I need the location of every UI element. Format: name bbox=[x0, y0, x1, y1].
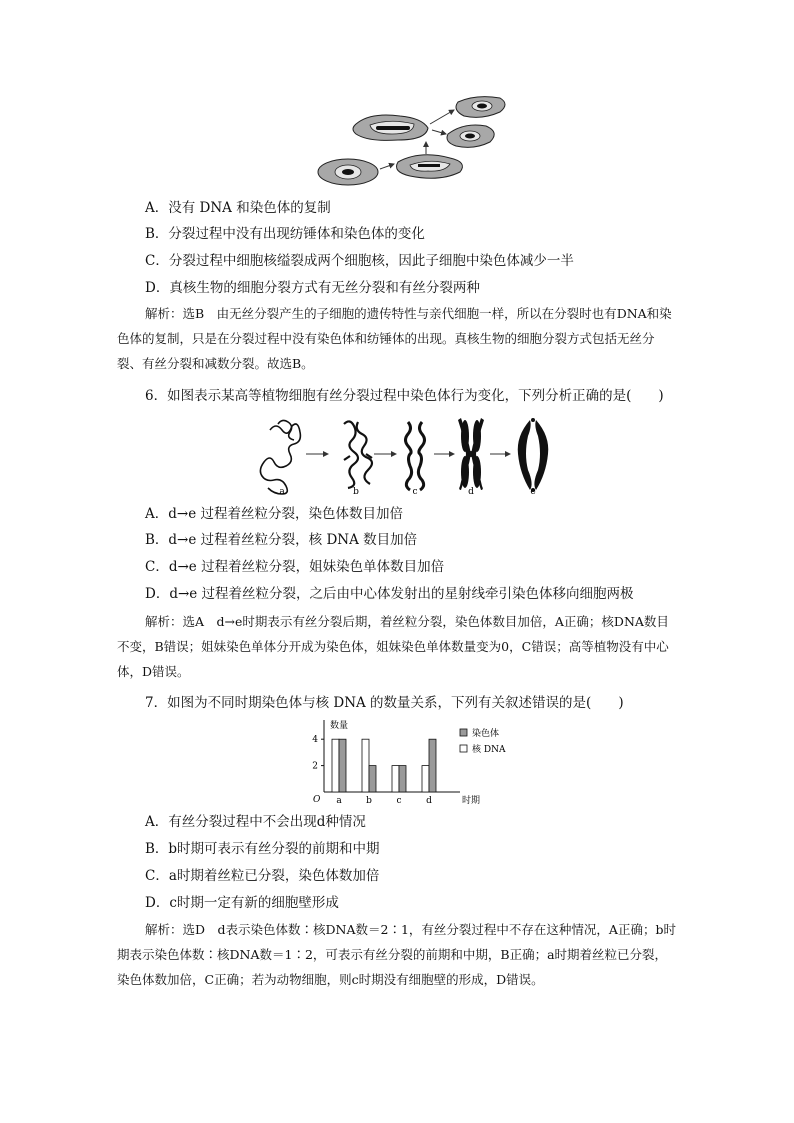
chart-legend bbox=[460, 727, 506, 755]
bar-d-chromosome bbox=[429, 739, 436, 792]
q7-stem: 7．如图为不同时期染色体与核 DNA 的数量关系，下列有关叙述错误的是( ) bbox=[145, 695, 624, 711]
bar-chart bbox=[300, 716, 530, 806]
bar-b-chromosome bbox=[369, 766, 376, 792]
stage-label-b: b bbox=[353, 487, 359, 497]
legend-label: 核 DNA bbox=[472, 745, 506, 755]
bar-a-chromosome bbox=[339, 739, 346, 792]
legend-label: 染色体 bbox=[472, 729, 500, 739]
stage-label-e: e bbox=[530, 487, 536, 497]
chromosome-stage-e bbox=[518, 418, 549, 492]
daughter-cell-top bbox=[456, 97, 505, 118]
y-tick-label: 4 bbox=[312, 735, 318, 746]
stage-label-c: c bbox=[412, 487, 418, 497]
chart-bars bbox=[332, 739, 436, 792]
bar-b-dna bbox=[362, 739, 369, 792]
q7-option-b: B．b时期可表示有丝分裂的前期和中期 bbox=[145, 841, 380, 857]
q5-option-b: B．分裂过程中没有出现纺锤体和染色体的变化 bbox=[145, 226, 425, 242]
q5-option-a: A．没有 DNA 和染色体的复制 bbox=[145, 200, 331, 216]
x-axis-label: 时期 bbox=[462, 796, 481, 806]
legend-swatch bbox=[460, 729, 467, 736]
x-tick-label: c bbox=[396, 796, 402, 806]
q5-option-d: D．真核生物的细胞分裂方式有无丝分裂和有丝分裂两种 bbox=[145, 280, 480, 296]
x-tick-label: b bbox=[366, 796, 372, 806]
bar-a-dna bbox=[332, 739, 339, 792]
q5-explanation: 解析：选B 由无丝分裂产生的子细胞的遗传特性与亲代细胞一样，所以在分裂时也有DNA和染色体的复制，只是在分裂过程中没有染色体和纺锤体的出现。真核生物的细胞分裂方式包括无丝分裂、有丝分裂和减数分裂。故选B。 bbox=[117, 306, 672, 371]
y-axis-label: 数量 bbox=[330, 721, 349, 731]
legend-swatch bbox=[460, 745, 467, 752]
q7-option-a: A．有丝分裂过程中不会出现d种情况 bbox=[145, 814, 366, 830]
bar-c-dna bbox=[392, 766, 399, 792]
chromosome-stage-c bbox=[406, 422, 425, 490]
chromosome-stage-b bbox=[344, 421, 372, 488]
origin-label: O bbox=[313, 795, 321, 805]
cell-stage-1 bbox=[318, 159, 378, 185]
cell-stage-2 bbox=[397, 155, 463, 178]
chromosome-figure bbox=[258, 412, 558, 500]
q6-option-d: D．d→e 过程着丝粒分裂，之后由中心体发射出的星射线牵引染色体移向细胞两极 bbox=[145, 586, 634, 602]
amitosis-figure bbox=[310, 92, 520, 192]
x-tick-label: a bbox=[336, 796, 342, 806]
stage-label-a: a bbox=[279, 487, 285, 497]
q6-stem: 6．如图表示某高等植物细胞有丝分裂过程中染色体行为变化，下列分析正确的是( ) bbox=[145, 388, 664, 404]
q6-explanation: 解析：选A d→e时期表示有丝分裂后期，着丝粒分裂，染色体数目加倍，A正确；核DNA数目不变，B错误；姐妹染色单体分开成为染色体，姐妹染色单体数量变为0，C错误；高等植物没有中心体，D错误。 bbox=[117, 614, 669, 679]
q6-option-c: C．d→e 过程着丝粒分裂，姐妹染色单体数目加倍 bbox=[145, 559, 445, 575]
bar-d-dna bbox=[422, 766, 429, 792]
q7-explanation: 解析：选D d表示染色体数∶核DNA数＝2∶1，有丝分裂过程中不存在这种情况，A正确；b时期表示染色体数∶核DNA数＝1∶2，可表示有丝分裂的前期和中期，B正确；a时期着丝粒已分裂，染色体数加倍，C正确；若为动物细胞，则c时期没有细胞壁的形成，D错误。 bbox=[117, 922, 676, 987]
q7-option-d: D．c时期一定有新的细胞壁形成 bbox=[145, 895, 339, 911]
chromosome-stage-d bbox=[458, 418, 484, 490]
x-tick-label: d bbox=[426, 796, 432, 806]
q7-option-c: C．a时期着丝粒已分裂，染色体数加倍 bbox=[145, 868, 380, 884]
q6-option-a: A．d→e 过程着丝粒分裂，染色体数目加倍 bbox=[145, 506, 403, 522]
daughter-cell-bottom bbox=[447, 125, 494, 147]
q6-option-b: B．d→e 过程着丝粒分裂，核 DNA 数目加倍 bbox=[145, 532, 418, 548]
bar-c-chromosome bbox=[399, 766, 406, 792]
stage-label-d: d bbox=[468, 487, 474, 497]
y-tick-label: 2 bbox=[312, 761, 318, 772]
cell-stage-3 bbox=[353, 115, 428, 140]
chromosome-stage-a bbox=[260, 420, 300, 494]
q5-option-c: C．分裂过程中细胞核缢裂成两个细胞核，因此子细胞中染色体减少一半 bbox=[145, 253, 574, 269]
